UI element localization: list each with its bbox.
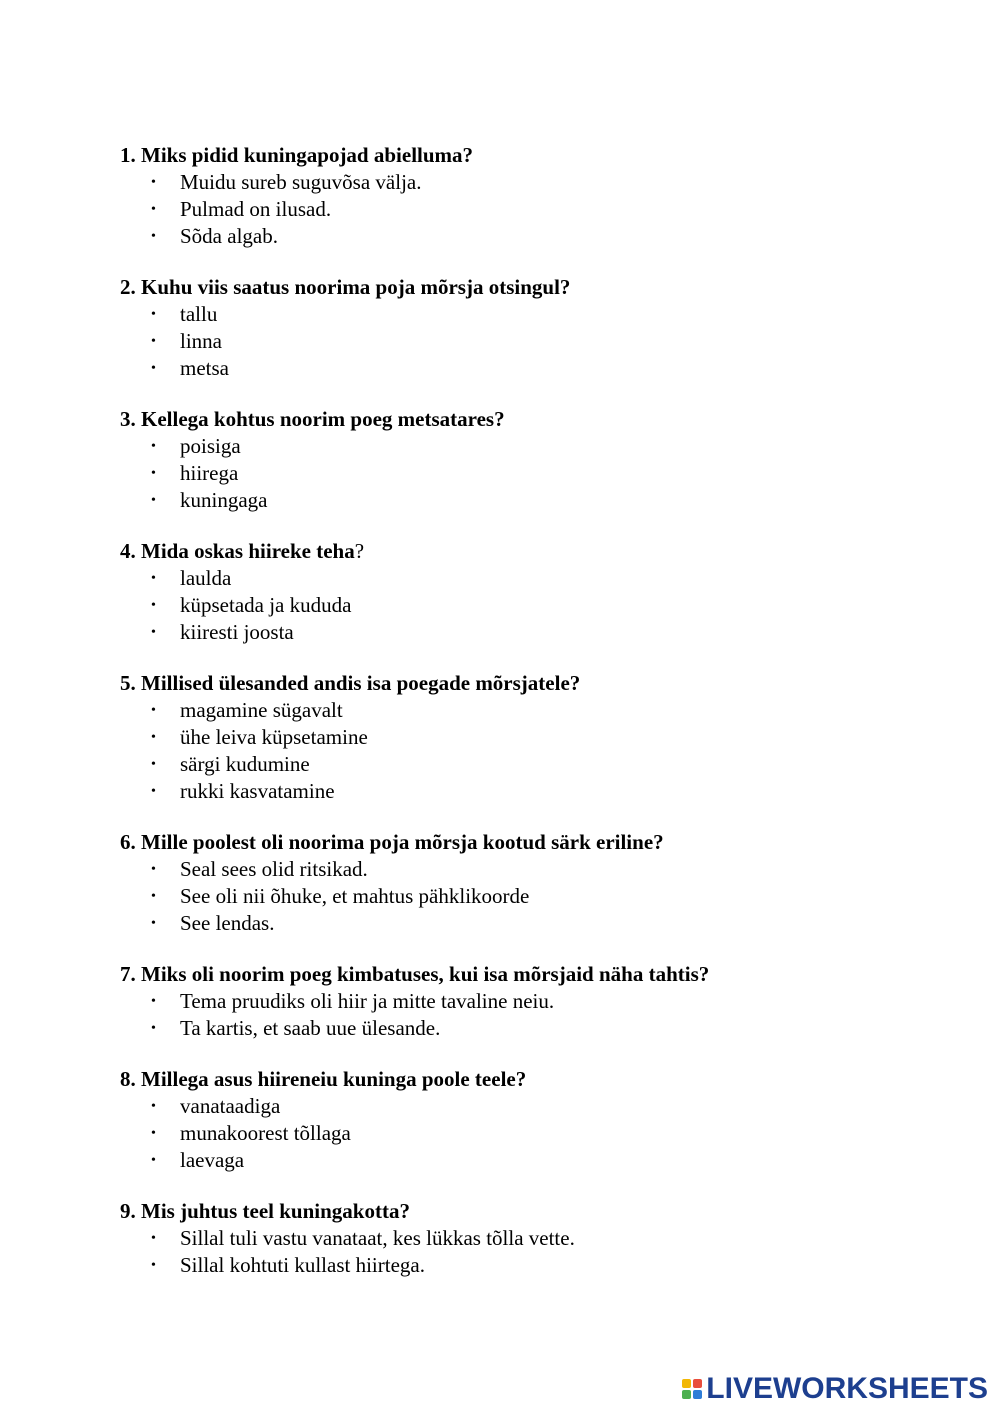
brand-footer [682, 1372, 988, 1406]
answer-text: magamine sügavalt [180, 698, 343, 722]
answer-text: ühe leiva küpsetamine [180, 725, 368, 749]
bullet-icon: • [151, 916, 156, 931]
answer-option [120, 223, 940, 250]
answer-text: Sillal kohtuti kullast hiirtega. [180, 1253, 425, 1277]
answer-option [120, 910, 940, 937]
answer-text: laevaga [180, 1148, 245, 1172]
bullet-icon: • [151, 1126, 156, 1141]
answer-option [120, 565, 940, 592]
answer-option [120, 697, 940, 724]
bullet-icon: • [151, 334, 156, 349]
answer-option [120, 196, 940, 223]
answer-option [120, 619, 940, 646]
answer-list [120, 301, 940, 382]
bullet-icon: • [151, 439, 156, 454]
answer-text: See lendas. [180, 911, 275, 935]
answer-option [120, 592, 940, 619]
answer-text: vanataadiga [180, 1094, 281, 1118]
answer-text: munakoorest tõllaga [180, 1121, 351, 1145]
answer-list [120, 856, 940, 937]
question-list [120, 142, 940, 1303]
bullet-icon: • [151, 175, 156, 190]
answer-option [120, 328, 940, 355]
bullet-icon: • [151, 1099, 156, 1114]
answer-option [120, 778, 940, 805]
answer-text: Pulmad on ilusad. [180, 197, 332, 221]
answer-text: Sõda algab. [180, 224, 278, 248]
answer-list [120, 433, 940, 514]
question-text: Millega asus hiireneiu kuninga poole teele? [141, 1067, 527, 1091]
question-title [120, 1066, 940, 1093]
question-number: 6. [120, 830, 136, 854]
question-title [120, 406, 940, 433]
question-number: 2. [120, 275, 136, 299]
answer-text: poisiga [180, 434, 241, 458]
logo-square-4 [693, 1390, 702, 1399]
answer-text: Ta kartis, et saab uue ülesande. [180, 1016, 441, 1040]
answer-option [120, 1147, 940, 1174]
question-title [120, 538, 940, 565]
answer-option [120, 1252, 940, 1279]
bullet-icon: • [151, 1021, 156, 1036]
question-text: Miks pidid kuningapojad abielluma? [141, 143, 474, 167]
question-text: Millised ülesanded andis isa poegade mõrsjatele? [141, 671, 581, 695]
answer-list [120, 1225, 940, 1279]
bullet-icon: • [151, 625, 156, 640]
answer-text: küpsetada ja kududa [180, 593, 352, 617]
answer-text: metsa [180, 356, 229, 380]
question-text: Kellega kohtus noorim poeg metsatares? [141, 407, 505, 431]
bullet-icon: • [151, 571, 156, 586]
logo-square-2 [693, 1379, 702, 1388]
question-number: 5. [120, 671, 136, 695]
question-title [120, 142, 940, 169]
answer-text: linna [180, 329, 222, 353]
question-block [120, 142, 940, 250]
question-block [120, 961, 940, 1042]
answer-option [120, 1120, 940, 1147]
bullet-icon: • [151, 229, 156, 244]
answer-option [120, 355, 940, 382]
bullet-icon: • [151, 1258, 156, 1273]
answer-option [120, 301, 940, 328]
answer-text: Muidu sureb suguvõsa välja. [180, 170, 422, 194]
question-tail: ? [354, 539, 365, 563]
answer-text: Seal sees olid ritsikad. [180, 857, 368, 881]
answer-option [120, 1225, 940, 1252]
bullet-icon: • [151, 889, 156, 904]
question-title [120, 274, 940, 301]
bullet-icon: • [151, 703, 156, 718]
answer-option [120, 169, 940, 196]
bullet-icon: • [151, 202, 156, 217]
question-text: Kuhu viis saatus noorima poja mõrsja otsingul? [141, 275, 571, 299]
question-number: 8. [120, 1067, 136, 1091]
answer-text: laulda [180, 566, 232, 590]
answer-option [120, 988, 940, 1015]
bullet-icon: • [151, 493, 156, 508]
question-block [120, 670, 940, 805]
question-block [120, 406, 940, 514]
answer-text: kiiresti joosta [180, 620, 294, 644]
answer-text: Tema pruudiks oli hiir ja mitte tavaline neiu. [180, 989, 555, 1013]
question-block [120, 538, 940, 646]
answer-text: See oli nii õhuke, et mahtus pähklikoorde [180, 884, 530, 908]
bullet-icon: • [151, 757, 156, 772]
answer-option [120, 856, 940, 883]
bullet-icon: • [151, 994, 156, 1009]
question-number: 3. [120, 407, 136, 431]
answer-text: tallu [180, 302, 218, 326]
question-number: 1. [120, 143, 136, 167]
logo-square-1 [682, 1379, 691, 1388]
question-number: 4. [120, 539, 136, 563]
answer-option [120, 433, 940, 460]
answer-list [120, 697, 940, 805]
question-number: 7. [120, 962, 136, 986]
answer-option [120, 1093, 940, 1120]
question-text: Mille poolest oli noorima poja mõrsja kootud särk eriline? [141, 830, 664, 854]
answer-option [120, 1015, 940, 1042]
answer-text: rukki kasvatamine [180, 779, 335, 803]
bullet-icon: • [151, 1231, 156, 1246]
answer-option [120, 883, 940, 910]
answer-list [120, 1093, 940, 1174]
bullet-icon: • [151, 1153, 156, 1168]
answer-text: hiirega [180, 461, 239, 485]
answer-option [120, 724, 940, 751]
logo-square-3 [682, 1390, 691, 1399]
bullet-icon: • [151, 307, 156, 322]
answer-text: kuningaga [180, 488, 268, 512]
question-title [120, 961, 940, 988]
question-block [120, 1198, 940, 1279]
question-block [120, 274, 940, 382]
bullet-icon: • [151, 466, 156, 481]
question-text: Mis juhtus teel kuningakotta? [141, 1199, 410, 1223]
question-block [120, 829, 940, 937]
answer-list [120, 565, 940, 646]
answer-option [120, 460, 940, 487]
answer-text: särgi kudumine [180, 752, 310, 776]
question-text: Mida oskas hiireke teha [141, 539, 355, 563]
bullet-icon: • [151, 862, 156, 877]
question-block [120, 1066, 940, 1174]
liveworksheets-logo-icon [682, 1379, 702, 1399]
question-text: Miks oli noorim poeg kimbatuses, kui isa mõrsjaid näha tahtis? [141, 962, 710, 986]
answer-text: Sillal tuli vastu vanataat, kes lükkas tõlla vette. [180, 1226, 575, 1250]
answer-option [120, 487, 940, 514]
bullet-icon: • [151, 598, 156, 613]
answer-list [120, 988, 940, 1042]
question-title [120, 670, 940, 697]
bullet-icon: • [151, 361, 156, 376]
answer-option [120, 751, 940, 778]
answer-list [120, 169, 940, 250]
question-title [120, 1198, 940, 1225]
brand-name: LIVEWORKSHEETS [706, 1372, 988, 1405]
question-title [120, 829, 940, 856]
question-number: 9. [120, 1199, 136, 1223]
bullet-icon: • [151, 730, 156, 745]
bullet-icon: • [151, 784, 156, 799]
